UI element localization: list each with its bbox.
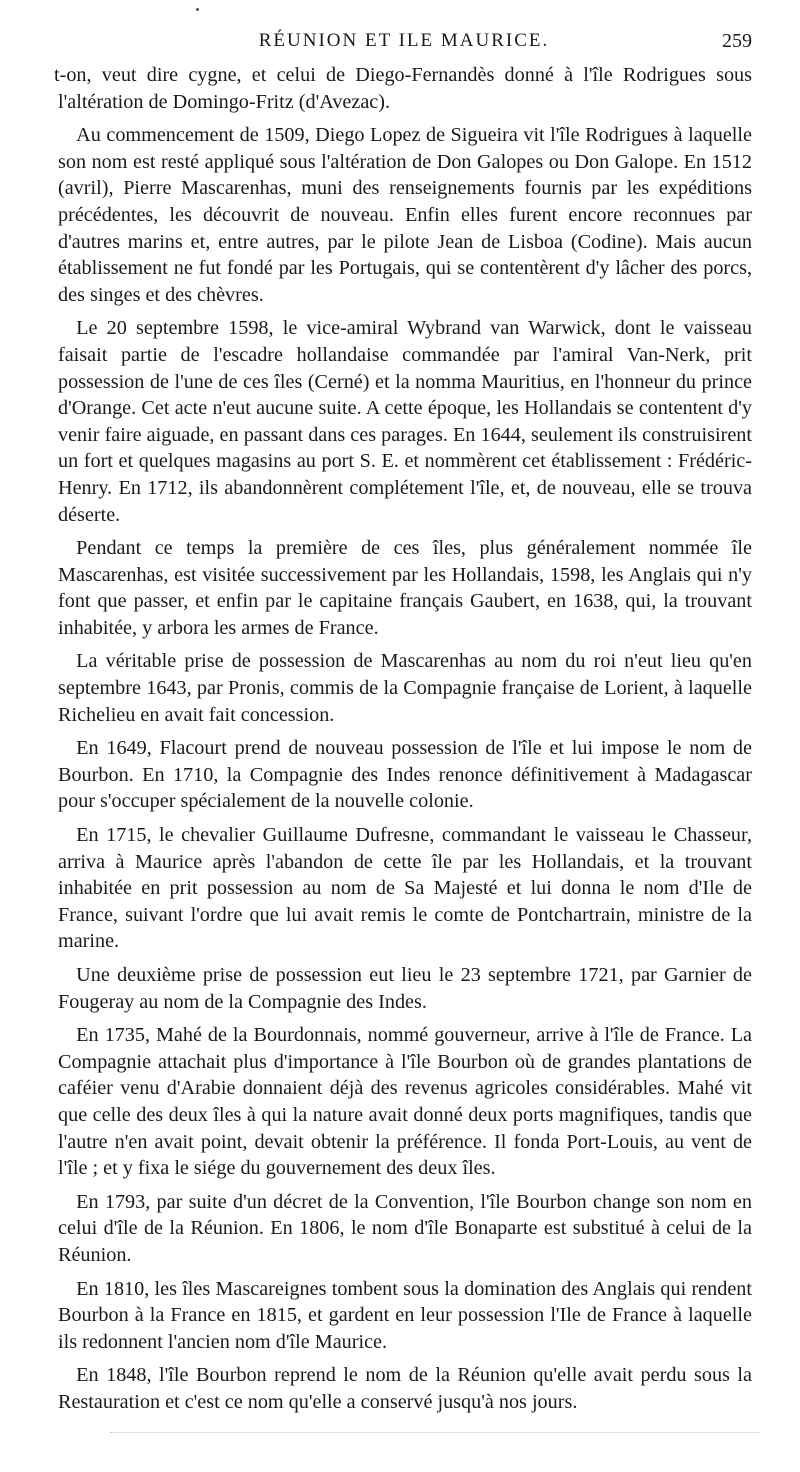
paragraph-6: En 1649, Flacourt prend de nouveau possession de l'île et lui impose le nom de Bourbon. En 1710, la Compagnie des Indes renonce définitivement à Madagascar pour s'occuper spécialement de la nouvelle colonie.	[58, 737, 752, 813]
paragraph-2: Au commencement de 1509, Diego Lopez de Sigueira vit l'île Rodrigues à laquelle son nom est resté appliqué sous l'altération de Don Galopes ou Don Galope. En 1512 (avril), Pierre Mascarenhas, muni des renseignements fournis par les expéditions précédentes, les découvrit de nouveau. Enfin elles furent encore reconnues par d'autres marins et, entre autres, par le pilote Jean de Lisboa (Codine). Mais aucun établissement ne fut fondé par les Portugais, qui se contentèrent d'y lâcher des porcs, des singes et des chèvres.	[58, 124, 752, 306]
body-text	[54, 62, 752, 1423]
paragraph-4: Pendant ce temps la première de ces îles, plus généralement nommée île Mascarenhas, est visitée successivement par les Hollandais, 1598, les Anglais qui n'y font que passer, et enfin par le capitaine français Gaubert, en 1638, qui, la trouvant inhabitée, y arbora les armes de France.	[58, 537, 752, 639]
paragraph-1: t-on, veut dire cygne, et celui de Diego-Fernandès donné à l'île Rodrigues sous l'altération de Domingo-Fritz (d'Avezac).	[54, 64, 752, 113]
stray-ink-dot	[196, 8, 199, 11]
paragraph-8: Une deuxième prise de possession eut lieu le 23 septembre 1721, par Garnier de Fougeray au nom de la Compagnie des Indes.	[58, 964, 752, 1013]
paragraph-11: En 1810, les îles Mascareignes tombent sous la domination des Anglais qui rendent Bourbon à la France en 1815, et gardent en leur possession l'Ile de France à laquelle ils redonnent l'ancien nom d'île Maurice.	[58, 1277, 752, 1353]
paragraph-9: En 1735, Mahé de la Bourdonnais, nommé gouverneur, arrive à l'île de France. La Compagnie attachait plus d'importance à l'île Bourbon où de grandes plantations de caféier venu d'Arabie donnaient déjà des revenus agricoles considérables. Mahé vit que celle des deux îles à qui la nature avait donné deux ports magnifiques, tandis que l'autre n'en avait point, devait obtenir la préférence. Il fonda Port-Louis, au vent de l'île ; et y fixa le siége du gouvernement des deux îles.	[58, 1024, 752, 1180]
page-number: 259	[722, 30, 752, 52]
running-title: RÉUNION ET ILE MAURICE.	[258, 30, 550, 51]
bleed-through-line	[110, 1432, 760, 1435]
page-header	[56, 30, 752, 60]
paragraph-12: En 1848, l'île Bourbon reprend le nom de la Réunion qu'elle avait perdu sous la Restauration et c'est ce nom qu'elle a conservé jusqu'à nos jours.	[58, 1364, 752, 1413]
paragraph-3: Le 20 septembre 1598, le vice-amiral Wybrand van Warwick, dont le vaisseau faisait partie de l'escadre hollandaise commandée par l'amiral Van-Nerk, prit possession de l'une de ces îles (Cerné) et la nomma Mauritius, en l'honneur du prince d'Orange. Cet acte n'eut aucune suite. A cette époque, les Hollandais se contentent d'y venir faire aiguade, en passant dans ces parages. En 1644, seulement ils construisirent un fort et quelques magasins au port S. E. et nommèrent cet établissement : Frédéric-Henry. En 1712, ils abandonnèrent complétement l'île, et, de nouveau, elle se trouva déserte.	[58, 317, 752, 526]
paragraph-7: En 1715, le chevalier Guillaume Dufresne, commandant le vaisseau le Chasseur, arriva à Maurice après l'abandon de cette île par les Hollandais, et la trouvant inhabitée en prit possession au nom de Sa Majesté et lui donna le nom d'Ile de France, suivant l'ordre que lui avait remis le comte de Pontchartrain, ministre de la marine.	[58, 824, 752, 953]
paragraph-5: La véritable prise de possession de Mascarenhas au nom du roi n'eut lieu qu'en septembre 1643, par Pronis, commis de la Compagnie française de Lorient, à laquelle Richelieu en avait fait concession.	[58, 650, 752, 726]
paragraph-10: En 1793, par suite d'un décret de la Convention, l'île Bourbon change son nom en celui d'île de la Réunion. En 1806, le nom d'île Bonaparte est substitué à celui de la Réunion.	[58, 1190, 752, 1266]
